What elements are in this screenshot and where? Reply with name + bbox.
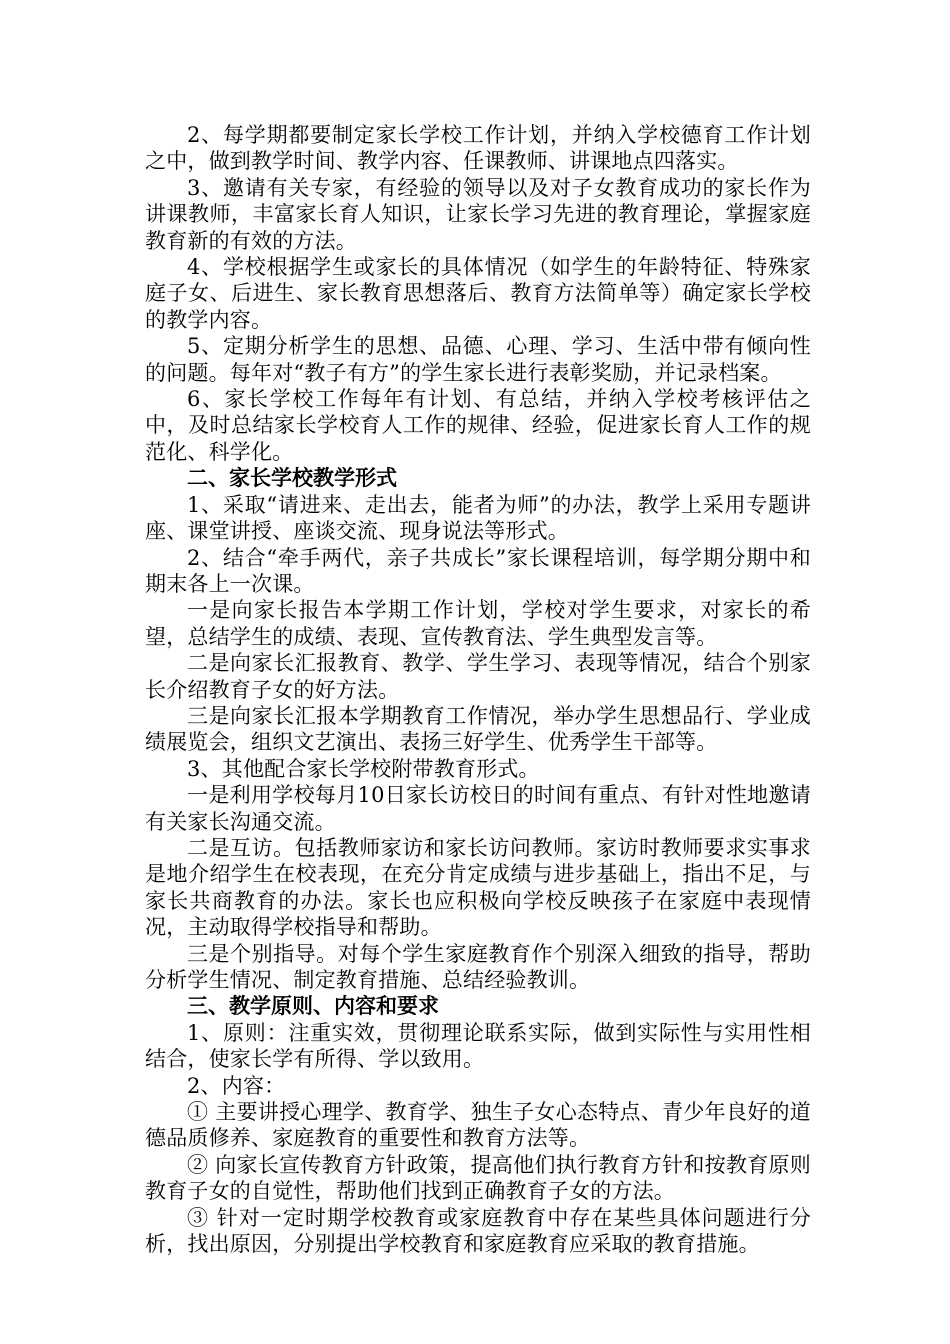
document-page xyxy=(145,122,811,1257)
section-heading-teaching-forms: 二、家长学校教学形式 xyxy=(187,465,397,491)
paragraph-content-item-1: ① 主要讲授心理学、教育学、独生子女心态特点、青少年良好的道德品质修养、家庭教育的重要性和教育方法等。 xyxy=(145,1100,811,1151)
paragraph-form-3-second: 二是互访。包括教师家访和家长访问教师。家访时教师要求实事求是地介绍学生在校表现，在充分肯定成绩与进步基础上，指出不足，与家长共商教育的办法。家长也应积极向学校反映孩子在家庭中表现情况，主动取得学校指导和帮助。 xyxy=(145,835,811,940)
paragraph-form-1: 1、采取“请进来、走出去，能者为师”的办法，教学上采用专题讲座、课堂讲授、座谈交流、现身说法等形式。 xyxy=(145,492,811,544)
paragraph-content-item-2: ② 向家长宣传教育方针政策，提高他们执行教育方针和按教育原则教育子女的自觉性，帮助他们找到正确教育子女的方法。 xyxy=(145,1152,811,1204)
paragraph-2-work-plan: 2、每学期都要制定家长学校工作计划，并纳入学校德育工作计划之中，做到教学时间、教学内容、任课教师、讲课地点四落实。 xyxy=(145,123,811,174)
paragraph-form-2-first: 一是向家长报告本学期工作计划，学校对学生要求，对家长的希望，总结学生的成绩、表现、宣传教育法、学生典型发言等。 xyxy=(145,598,811,649)
paragraph-form-3-third: 三是个别指导。对每个学生家庭教育作个别深入细致的指导，帮助分析学生情况、制定教育措施、总结经验教训。 xyxy=(145,941,811,992)
section-heading-principles: 三、教学原则、内容和要求 xyxy=(187,993,439,1019)
paragraph-form-3: 3、其他配合家长学校附带教育形式。 xyxy=(187,756,540,781)
paragraph-form-3-first: 一是利用学校每月10日家长访校日的时间有重点、有针对性地邀请有关家长沟通交流。 xyxy=(145,783,811,834)
paragraph-5-analysis: 5、定期分析学生的思想、品德、心理、学习、生活中带有倾向性的问题。每年对“教子有方”的学生家长进行表彰奖励，并记录档案。 xyxy=(145,334,811,385)
paragraph-form-2-third: 三是向家长汇报本学期教育工作情况，举办学生思想品行、学业成绩展览会，组织文艺演出、表扬三好学生、优秀学生干部等。 xyxy=(145,703,811,755)
paragraph-content-label: 2、内容： xyxy=(187,1073,286,1098)
paragraph-form-2-second: 二是向家长汇报教育、教学、学生学习、表现等情况，结合个别家长介绍教育子女的好方法。 xyxy=(145,651,811,702)
paragraph-6-annual-plan: 6、家长学校工作每年有计划、有总结，并纳入学校考核评估之中，及时总结家长学校育人工作的规律、经验，促进家长育人工作的规范化、科学化。 xyxy=(145,387,811,464)
paragraph-content-item-3: ③ 针对一定时期学校教育或家庭教育中存在某些具体问题进行分析，找出原因，分别提出学校教育和家庭教育应采取的教育措施。 xyxy=(145,1205,811,1257)
paragraph-form-2: 2、结合“牵手两代，亲子共成长”家长课程培训，每学期分期中和期末各上一次课。 xyxy=(145,545,811,596)
paragraph-3-invite-experts: 3、邀请有关专家，有经验的领导以及对子女教育成功的家长作为讲课教师，丰富家长育人知识，让家长学习先进的教育理论，掌握家庭教育新的有效的方法。 xyxy=(145,175,811,253)
paragraph-principle: 1、原则：注重实效，贯彻理论联系实际，做到实际性与实用性相结合，使家长学有所得、学以致用。 xyxy=(145,1020,811,1072)
paragraph-4-teaching-content: 4、学校根据学生或家长的具体情况（如学生的年龄特征、特殊家庭子女、后进生、家长教育思想落后、教育方法简单等）确定家长学校的教学内容。 xyxy=(145,255,811,332)
